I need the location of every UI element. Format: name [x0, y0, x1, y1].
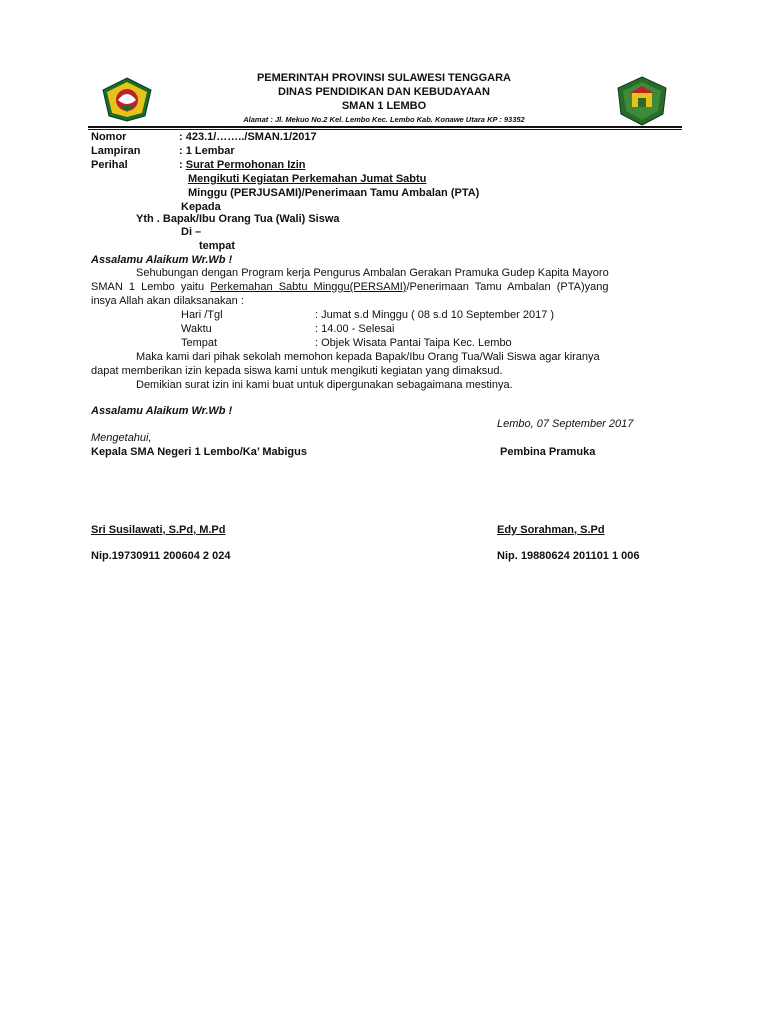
province-emblem-icon — [101, 76, 153, 122]
signatory-right-title: Pembina Pramuka — [500, 446, 596, 458]
recipient-di: Di – — [181, 226, 202, 238]
body-paragraph-2-line-2: dapat memberikan izin kepada siswa kami untuk mengikuti kegiatan yang dimaksud. — [91, 365, 503, 377]
perihal-label: Perihal — [91, 159, 128, 171]
perihal-colon: : Surat Permohonan Izin — [179, 159, 306, 171]
recipient-place: tempat — [199, 240, 236, 252]
letterhead-address: Alamat : Jl. Mekuo No.2 Kel. Lembo Kec. Lembo Kab. Konawe Utara KP : 93352 — [243, 115, 525, 124]
opening-greeting: Assalamu Alaikum Wr.Wb ! — [91, 254, 233, 266]
signatory-right-nip: Nip. 19880624 201101 1 006 — [497, 550, 640, 562]
closing-greeting: Assalamu Alaikum Wr.Wb ! — [91, 405, 233, 417]
place-date: Lembo, 07 September 2017 — [497, 418, 634, 430]
schedule-label-day: Hari /Tgl — [181, 309, 223, 321]
schedule-label-place: Tempat — [181, 337, 218, 349]
schedule-value-time: : 14.00 - Selesai — [315, 323, 395, 335]
letterhead-school: SMAN 1 LEMBO — [341, 100, 427, 112]
event-name: Perkemahan Sabtu Minggu(PERSAMI) — [210, 281, 407, 293]
school-emblem-icon — [616, 76, 668, 126]
schedule-value-day: : Jumat s.d Minggu ( 08 s.d 10 September 2017 ) — [315, 309, 555, 321]
signatory-left-name: Sri Susilawati, S.Pd, M.Pd — [91, 524, 226, 536]
lampiran-value: : 1 Lembar — [179, 145, 235, 157]
nomor-label: Nomor — [91, 131, 127, 143]
letterhead-rule-thin — [88, 129, 682, 130]
perihal-subject-3: Minggu (PERJUSAMI)/Penerimaan Tamu Ambalan (PTA) — [188, 187, 480, 199]
body-paragraph-1-line-3: insya Allah akan dilaksanakan : — [91, 295, 244, 307]
body-paragraph-1-line-1: Sehubungan dengan Program kerja Pengurus Ambalan Gerakan Pramuka Gudep Kapita Mayoro — [136, 267, 609, 279]
body-paragraph-1-line-2: SMAN 1 Lembo yaitu Perkemahan Sabtu Minggu(PERSAMI)/Penerimaan Tamu Ambalan (PTA)yang — [91, 281, 609, 293]
perihal-subject-1: Surat Permohonan Izin — [185, 159, 306, 171]
body-paragraph-3: Demikian surat izin ini kami buat untuk dipergunakan sebagaimana mestinya. — [136, 379, 513, 391]
letterhead-department: DINAS PENDIDIKAN DAN KEBUDAYAAN — [278, 86, 490, 98]
perihal-subject-2: Mengikuti Kegiatan Perkemahan Jumat Sabtu — [188, 173, 427, 185]
body-paragraph-2-line-1: Maka kami dari pihak sekolah memohon kepada Bapak/Ibu Orang Tua/Wali Siswa agar kiranya — [136, 351, 600, 363]
schedule-label-time: Waktu — [181, 323, 212, 335]
nomor-value: : 423.1/……../SMAN.1/2017 — [179, 131, 317, 143]
letterhead-rule — [88, 126, 682, 128]
schedule-value-place: : Objek Wisata Pantai Taipa Kec. Lembo — [315, 337, 512, 349]
letterhead-government: PEMERINTAH PROVINSI SULAWESI TENGGARA — [256, 72, 512, 84]
signatory-left-title: Kepala SMA Negeri 1 Lembo/Ka’ Mabigus — [91, 446, 307, 458]
lampiran-label: Lampiran — [91, 145, 141, 157]
mengetahui-label: Mengetahui, — [91, 432, 152, 444]
signatory-left-nip: Nip.19730911 200604 2 024 — [91, 550, 231, 562]
recipient-name: Yth . Bapak/Ibu Orang Tua (Wali) Siswa — [136, 213, 340, 225]
signatory-right-name: Edy Sorahman, S.Pd — [497, 524, 605, 536]
kepada-label: Kepada — [181, 201, 221, 213]
